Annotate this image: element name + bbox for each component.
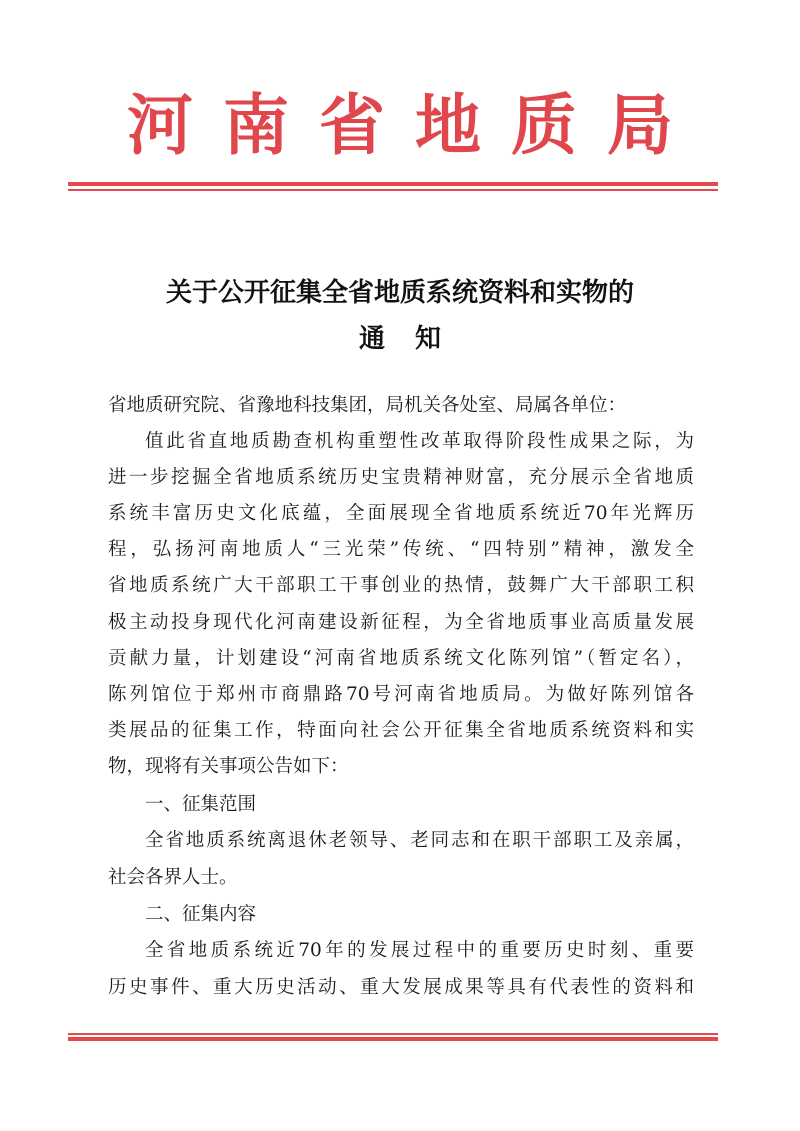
intro-line: 陈列馆位于郑州市商鼎路70号河南省地质局。为做好陈列馆各	[108, 684, 694, 705]
intro-line: 进一步挖掘全省地质系统历史宝贵精神财富，充分展示全省地质	[108, 467, 694, 488]
org-header: 河南省地质局	[127, 86, 703, 164]
doc-title-line2: 通知	[358, 324, 471, 354]
intro-line: 物，现将有关事项公告如下：	[108, 756, 349, 777]
section2-line: 全省地质系统近70年的发展过程中的重要历史时刻、重要	[145, 940, 694, 961]
footer-rule-thin	[68, 1033, 718, 1035]
intro-line: 值此省直地质勘查机构重塑性改革取得阶段性成果之际，为	[145, 431, 694, 452]
intro-line: 贡献力量，计划建设“河南省地质系统文化陈列馆”（暂定名），	[108, 648, 694, 669]
section-heading: 二、征集内容	[145, 904, 257, 925]
section2-line: 历史事件、重大历史活动、重大发展成果等具有代表性的资料和	[108, 977, 694, 998]
section-heading: 一、征集范围	[145, 794, 257, 815]
intro-line: 类展品的征集工作，特面向社会公开征集全省地质系统资料和实	[108, 720, 694, 741]
addressee: 省地质研究院、省豫地科技集团，局机关各处室、局属各单位：	[108, 395, 627, 416]
intro-line: 省地质系统广大干部职工干事创业的热情，鼓舞广大干部职工积	[108, 575, 694, 596]
intro-line: 系统丰富历史文化底蕴，全面展现全省地质系统近70年光辉历	[108, 503, 694, 524]
section1-line: 全省地质系统离退休老领导、老同志和在职干部职工及亲属，	[145, 830, 694, 851]
section1-line: 社会各界人士。	[108, 867, 238, 888]
header-rule-thin	[68, 189, 718, 191]
header-rule-thick	[68, 182, 718, 186]
footer-rule-thick	[68, 1037, 718, 1041]
intro-line: 极主动投身现代化河南建设新征程，为全省地质事业高质量发展	[108, 612, 694, 633]
doc-title-line1: 关于公开征集全省地质系统资料和实物的	[165, 278, 634, 308]
intro-line: 程，弘扬河南地质人“三光荣”传统、“四特别”精神，激发全	[108, 539, 694, 560]
